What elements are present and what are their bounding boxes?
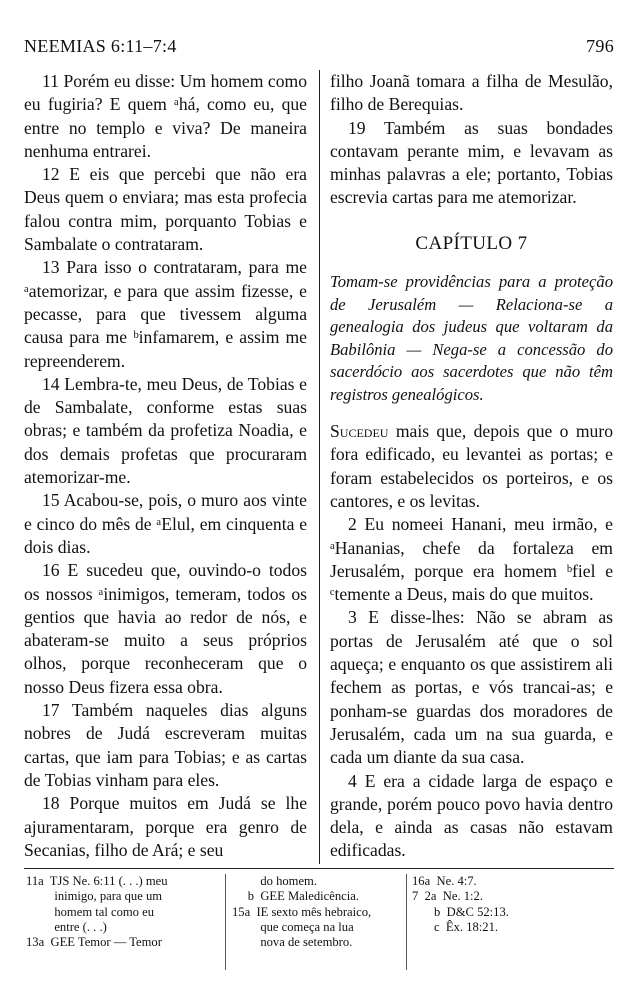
verse-12: 12 E eis que percebi que não era Deus quem o enviara; mas esta profecia falou contra mim, porquanto Tobias e Sambalate o contrataram. [24,164,307,255]
running-head: NEEMIAS 6:11–7:4 [24,36,177,56]
verse-19: 19 Também as suas bondades contavam perante mim, e levavam as minhas palavras a ele; portanto, Tobias escrevia cartas para me atemorizar. [330,117,613,208]
footnote-line: b D&C 52:13. [412,904,509,919]
footnote-line: 16a Ne. 4:7. [412,874,477,888]
footnote-line: 7 2a Ne. 1:2. [412,889,483,904]
footnote-line: b GEE Maledicência. [232,889,359,904]
verse-16: 16 E sucedeu que, ouvindo-o todos os nossos ᵃinimigos, temeram, todos os gentios que havia ao redor de nós, e abateram-se muito a seus próprios olhos, porque reconheceram que o nosso Deus fizera essa obra. [24,560,307,697]
left-column [24,70,307,862]
footnote-line: entre (. . .) [26,919,107,934]
verse-2: 2 Eu nomeei Hanani, meu irmão, e ᵃHananias, chefe da fortaleza em Jerusalém, porque era homem ᵇfiel e ᶜtemente a Deus, mais do que muitos. [330,514,613,605]
footnotes-column-3 [412,874,612,935]
footnote-line: nova de setembro. [232,935,353,950]
verse-17: 17 Também naqueles dias alguns nobres de Judá escreveram muitas cartas, que iam para Tobias; e as cartas de Tobias vinham para eles. [24,700,307,790]
footnotes-column-2 [232,874,404,950]
footnote-rule [24,868,614,869]
verse-4: 4 E era a cidade larga de espaço e grande, porém pouco povo havia dentro dela, e ainda as casas não estavam edificadas. [330,770,613,861]
footnote-line: 15a IE sexto mês hebraico, [232,904,372,919]
verse-1 [330,420,613,513]
footnote-line: que começa na lua [232,919,354,934]
footnotes-column-1 [26,874,222,950]
verse-14: 14 Lembra-te, meu Deus, de Tobias e de Sambalate, conforme estas suas obras; e também da profetiza Noadia, e dos demais profetas que procuraram atemorizar-me. [24,373,307,488]
page-number: 796 [586,36,614,56]
chapter-summary: Tomam-se providências para a proteção de Jerusalém — Relaciona-se a genealogia dos judeus que voltaram da Babilônia — Nega-se a concessão do sacerdócio aos sacerdotes que não têm registros genealógicos. [330,272,613,404]
verse-11: 11 Porém eu disse: Um homem como eu fugiria? E quem ᵃhá, como eu, que entre no templo e viva? De maneira nenhuma entrarei. [24,71,307,161]
verse-13: 13 Para isso o contrataram, para me ᵃatemorizar, e para que assim fizesse, e pecasse, para que tivessem alguma causa para me ᵇinfamarem, e assim me repreenderem. [24,257,307,371]
right-column [330,70,613,863]
footnote-separator [406,874,407,970]
verse-1-lead-word: Sucedeu [330,421,389,442]
verse-18: 18 Porque muitos em Judá se lhe ajuramentaram, porque era genro de Secanias, filho de Ará; e seu [24,793,307,860]
footnote-line: inimigo, para que um [26,889,163,904]
chapter-heading: CAPÍTULO 7 [415,232,528,254]
column-divider [319,70,320,864]
footnote-line: 11a TJS Ne. 6:11 (. . .) meu [26,874,168,888]
footnote-line: homem tal como eu [26,904,155,919]
footnote-line: do homem. [232,874,318,888]
verse-3: 3 E disse-lhes: Não se abram as portas de Jerusalém até que o sol aqueça; e enquanto os que assistirem ali fechem as portas, e vós trancai-as; e ponham-se guardas dos moradores de Jerusalém, cada um na sua guarda, e cada um diante da sua casa. [330,607,613,768]
verse-1-text: mais que, depois que o muro fora edificado, eu levantei as portas; e foram estabelecidos os porteiros, e os cantores, e os levitas. [330,421,613,511]
page-header [24,36,614,57]
footnote-line: 13a GEE Temor — Temor [26,935,162,950]
footnote-line: c Êx. 18:21. [412,919,499,934]
verse-15: 15 Acabou-se, pois, o muro aos vinte e cinco do mês de ᵃElul, em cinquenta e dois dias. [24,490,307,557]
footnote-separator [225,874,226,970]
verse-18-continuation: filho Joanã tomara a filha de Mesulão, filho de Berequias. [330,71,613,115]
